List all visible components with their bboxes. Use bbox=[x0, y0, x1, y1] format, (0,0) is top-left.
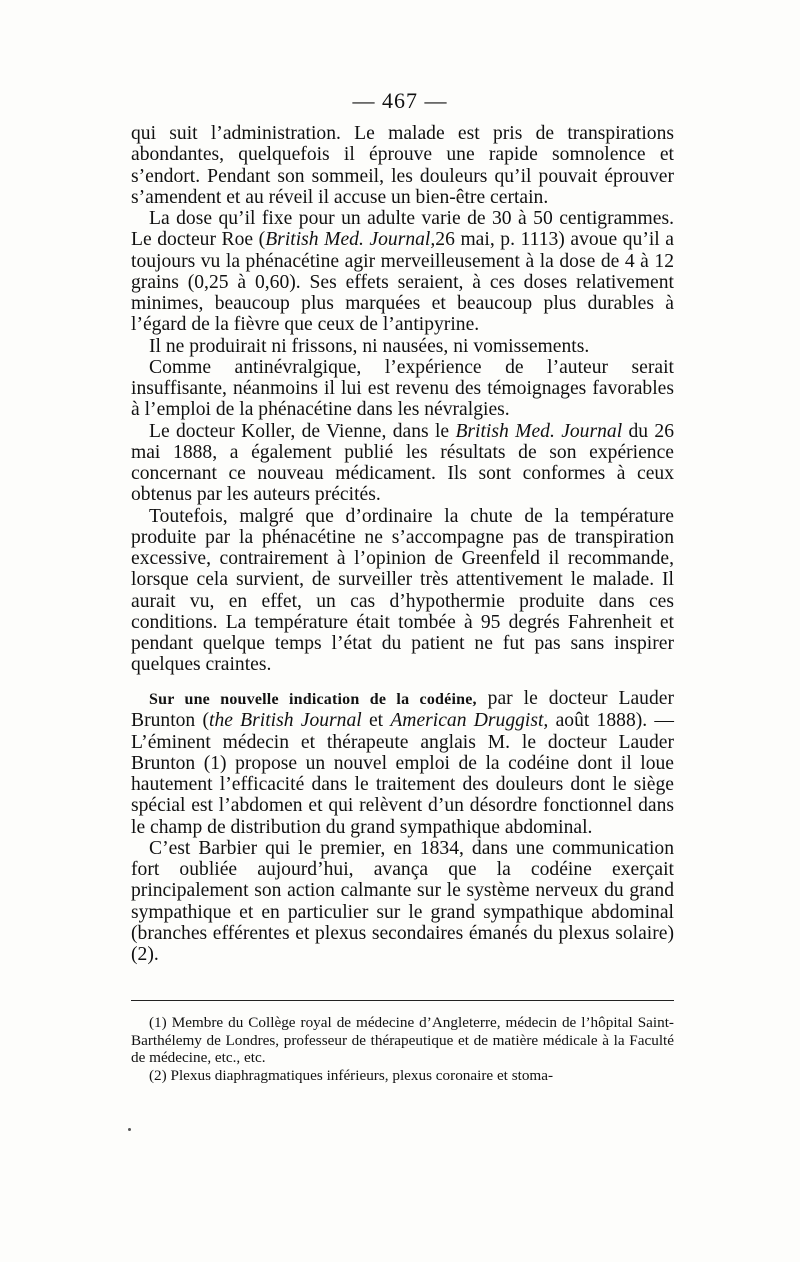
section-text: août 1888). — L’éminent médecin et thérapeute anglais M. le docteur Lauder Brunton (1) propose un nouvel emploi de la codéine dont il loue hautement l’efficacité dans le traitement des douleurs dont le siège spécial est l’abdomen et qui relèvent d’un désordre fonctionnel dans le champ de distribution du grand sympathique abdominal. bbox=[131, 710, 674, 838]
paragraph-text: qui suit l’administration. Le malade est pris de transpirations abondantes, quelquefois il éprouve une rapide somnolence et s’endort. Pendant son sommeil, les douleurs qu’il pouvait éprouver s’amendent et au réveil il accuse un bien-être certain. bbox=[131, 123, 674, 208]
paragraph-text: Comme antinévralgique, l’expérience de l’auteur serait insuffisante, néanmoins il lui est revenu des témoignages favorables à l’emploi de la phénacétine dans les névralgies. bbox=[131, 356, 674, 421]
footnote: (2) Plexus diaphragmatiques inférieurs, plexus coronaire et stoma- bbox=[149, 1066, 554, 1084]
paragraph bbox=[131, 123, 674, 208]
paragraph-text: du 26 mai 1888, a également publié les résultats de son expérience concernant ce nouveau médicament. Ils sont conformes à ceux obtenus par les auteurs précités. bbox=[131, 420, 675, 506]
journal-title: British Med. Journal, bbox=[265, 229, 436, 251]
section-title: Sur une nouvelle indication de la codéine, bbox=[149, 691, 477, 708]
paragraph bbox=[131, 421, 674, 506]
paragraph bbox=[131, 506, 674, 676]
paragraph-text: La dose qu’il fixe pour un adulte varie de 30 à 50 centigrammes. Le docteur Roe ( bbox=[131, 208, 674, 251]
paragraph-text: Toutefois, malgré que d’ordinaire la chute de la température produite par la phénacétine ne s’accompagne pas de transpiration excessive, contrairement à l’opinion de Greenfeld il recommande, lorsque cela survient, de surveiller très attentivement le malade. Il aurait vu, en effet, un cas d’hypothermie produite dans ces conditions. La température était tombée à 95 degrés Fahrenheit et pendant quelque temps l’état du patient ne fut pas sans inspirer quelques craintes. bbox=[131, 505, 674, 676]
paragraph bbox=[131, 357, 674, 421]
footnotes bbox=[131, 1014, 674, 1084]
journal-title: British Med. Journal bbox=[455, 420, 623, 442]
ink-speck bbox=[128, 1128, 131, 1131]
paragraph bbox=[131, 208, 674, 336]
main-text bbox=[131, 123, 674, 676]
paragraph bbox=[131, 336, 674, 357]
journal-title: the British Journal bbox=[209, 710, 362, 732]
section-paragraph bbox=[131, 838, 674, 966]
footnote: (1) Membre du Collège royal de médecine d’Angleterre, médecin de l’hôpital Saint-Barthélemy de Londres, professeur de thérapeutique et de matière médicale à la Faculté de médecine, etc., etc. bbox=[131, 1014, 674, 1066]
page-number: — 467 — bbox=[352, 88, 448, 113]
paragraph-text: Il ne produirait ni frissons, ni nausées, ni vomissements. bbox=[149, 335, 590, 357]
section-text: par le docteur Lauder Brunton ( bbox=[131, 688, 674, 732]
section-paragraph bbox=[131, 688, 674, 838]
codeine-section bbox=[131, 688, 674, 965]
paragraph-text: 26 mai, p. 1113) avoue qu’il a toujours vu la phénacétine agir merveilleusement à la dose de 4 à 12 grains (0,25 à 0,60). Ses effets seraient, à ces doses relativement minimes, beaucoup plus marquées et beaucoup plus durables à l’égard de la fièvre que ceux de l’antipyrine. bbox=[131, 229, 674, 336]
section-text: C’est Barbier qui le premier, en 1834, dans une communication fort oubliée aujourd’hui, avança que la codéine exerçait principalement son action calmante sur le système nerveux du grand sympathique et en particulier sur le grand sympathique abdominal (branches efférentes et plexus secondaires émanés du plexus solaire) (2). bbox=[131, 837, 674, 965]
section-text: et bbox=[361, 710, 391, 732]
paragraph-text: Le docteur Koller, de Vienne, dans le bbox=[149, 420, 456, 442]
footnote-divider bbox=[131, 1000, 674, 1001]
journal-title: American Druggist, bbox=[390, 710, 549, 732]
